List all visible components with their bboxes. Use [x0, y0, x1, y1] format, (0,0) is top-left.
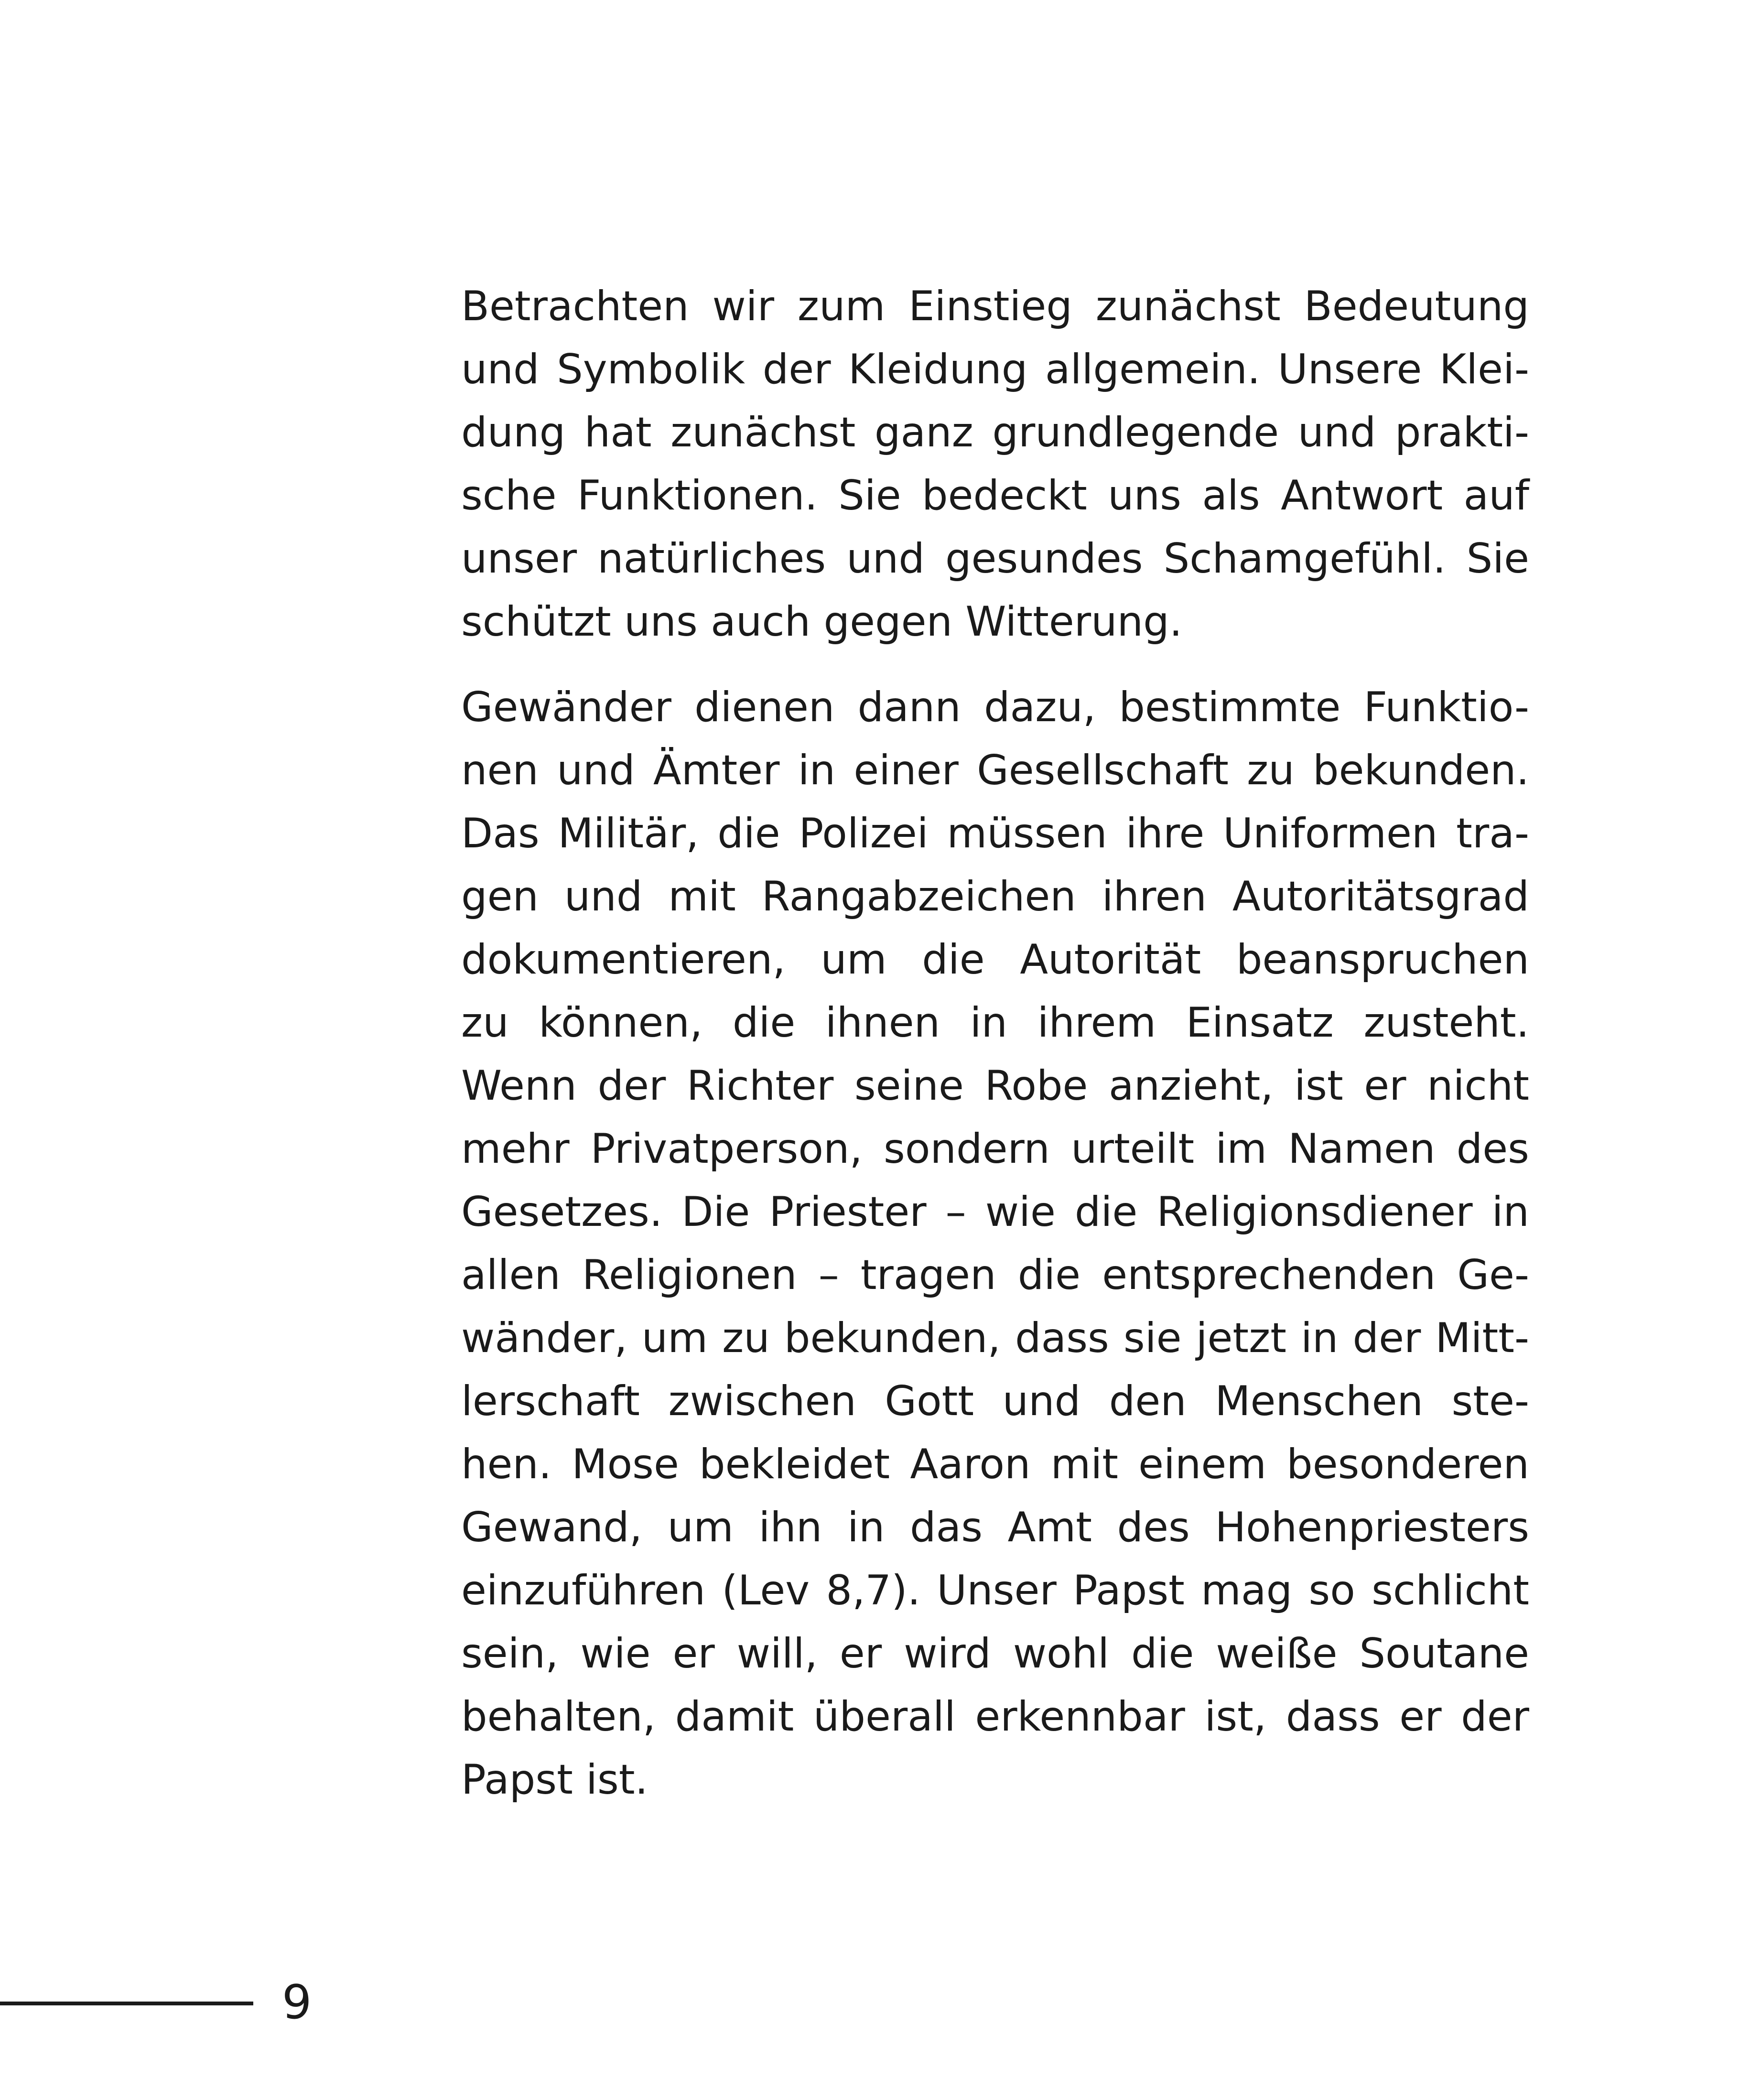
text-line: wänder, um zu bekunden, dass sie jetzt in der Mitt-: [461, 1314, 1529, 1362]
text-line: allen Religionen – tragen die entsprechenden Ge-: [461, 1251, 1529, 1299]
footer-rule: [0, 2002, 253, 2005]
text-line: sein, wie er will, er wird wohl die weiße Soutane: [461, 1630, 1529, 1678]
text-line: Papst ist.: [461, 1756, 648, 1804]
paragraph-1: [461, 275, 1529, 653]
text-line: nen und Ämter in einer Gesellschaft zu bekunden.: [461, 747, 1529, 794]
text-line: unser natürliches und gesundes Schamgefühl. Sie: [461, 535, 1529, 583]
text-line: Gewand, um ihn in das Amt des Hohenpriesters: [461, 1504, 1529, 1551]
text-line: sche Funktionen. Sie bedeckt uns als Antwort auf: [461, 472, 1529, 520]
text-line: und Symbolik der Kleidung allgemein. Unsere Klei-: [461, 346, 1529, 393]
paragraph-2: [461, 676, 1529, 1811]
text-line: einzuführen (Lev 8,7). Unser Papst mag so schlicht: [461, 1567, 1529, 1614]
text-line: lerschaft zwischen Gott und den Menschen ste-: [461, 1377, 1529, 1425]
page-number: 9: [282, 1975, 312, 2030]
text-line: Gesetzes. Die Priester – wie die Religionsdiener in: [461, 1188, 1529, 1236]
text-line: mehr Privatperson, sondern urteilt im Namen des: [461, 1125, 1529, 1173]
text-line: dung hat zunächst ganz grundlegende und prakti-: [461, 409, 1529, 456]
text-line: Gewänder dienen dann dazu, bestimmte Funktio-: [461, 683, 1529, 731]
text-line: dokumentieren, um die Autorität beanspruchen: [461, 936, 1529, 984]
text-line: hen. Mose bekleidet Aaron mit einem besonderen: [461, 1440, 1529, 1488]
text-line: Betrachten wir zum Einstieg zunächst Bedeutung: [461, 282, 1529, 330]
text-line: behalten, damit überall erkennbar ist, dass er der: [461, 1693, 1529, 1741]
text-line: schützt uns auch gegen Witterung.: [461, 598, 1183, 646]
text-line: Wenn der Richter seine Robe anzieht, ist er nicht: [461, 1062, 1529, 1110]
body-text: [461, 275, 1529, 1811]
text-line: zu können, die ihnen in ihrem Einsatz zusteht.: [461, 999, 1529, 1047]
text-line: Das Militär, die Polizei müssen ihre Uniformen tra-: [461, 810, 1529, 857]
text-line: gen und mit Rangabzeichen ihren Autoritätsgrad: [461, 873, 1529, 920]
